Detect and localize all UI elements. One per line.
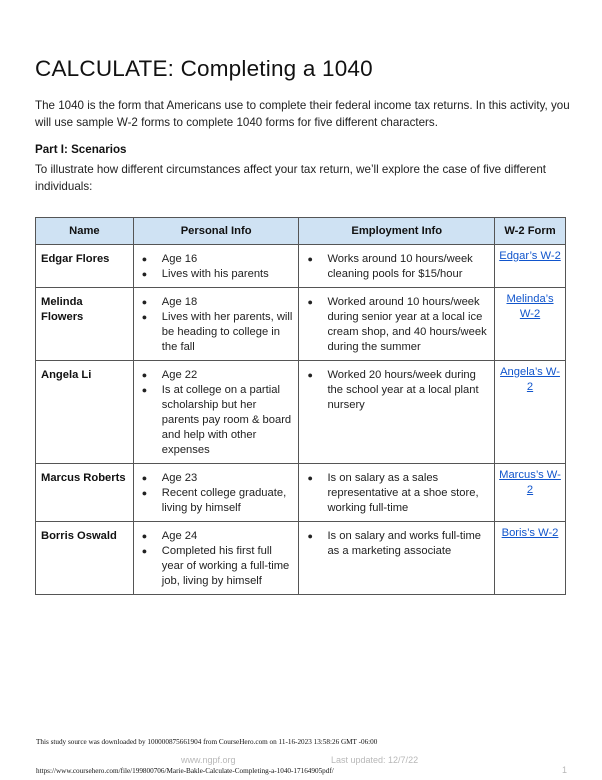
- section-heading: Part I: Scenarios: [35, 143, 127, 156]
- table-row: [36, 361, 566, 464]
- table-row: [36, 288, 566, 361]
- list-item: ● Recent college graduate, living by himself: [138, 486, 295, 516]
- list-item: ● Lives with her parents, will be heading to college in the fall: [138, 310, 295, 355]
- list-item: ● Age 18: [138, 295, 295, 310]
- header-name: Name: [36, 218, 134, 245]
- list-item: ● Is on salary as a sales representative at a shoe store, working full-time: [303, 471, 490, 516]
- w2-form-cell: [495, 522, 566, 595]
- list-item: ● Worked 20 hours/week during the school year at a local plant nursery: [303, 368, 490, 413]
- section-description: To illustrate how different circumstances affect your tax return, we’ll explore the case of five different individuals:: [35, 163, 547, 193]
- employment-info-cell: [299, 245, 495, 288]
- employment-info-cell: [299, 464, 495, 522]
- list-item: ● Worked around 10 hours/week during senior year at a local ice cream shop, and 40 hours/week during the summer: [303, 295, 490, 355]
- footer-website: www.ngpf.org: [181, 755, 236, 765]
- w2-link-angela[interactable]: Angela’s W-2: [500, 366, 560, 393]
- w2-form-cell: [495, 464, 566, 522]
- personal-info-cell: [133, 361, 299, 464]
- header-w2-form: W-2 Form: [495, 218, 566, 245]
- scenarios-table: [35, 217, 566, 595]
- table-row: [36, 522, 566, 595]
- w2-link-boris[interactable]: Boris’s W-2: [501, 527, 559, 539]
- list-item: ● Age 23: [138, 471, 295, 486]
- w2-form-cell: [495, 245, 566, 288]
- list-item: ● Lives with his parents: [138, 267, 295, 282]
- intro-paragraph: The 1040 is the form that Americans use to complete their federal income tax returns. In this activity, you will use sample W-2 forms to complete 1040 forms for five different characters.: [35, 99, 570, 129]
- personal-info-cell: [133, 288, 299, 361]
- personal-info-cell: [133, 464, 299, 522]
- list-item: ● Is at college on a partial scholarship but her parents pay room & board and help with other expenses: [138, 383, 295, 458]
- name-cell: Borris Oswald: [36, 522, 134, 595]
- name-cell: Melinda Flowers: [36, 288, 134, 361]
- personal-info-cell: [133, 245, 299, 288]
- header-personal-info: Personal Info: [133, 218, 299, 245]
- table-header-row: [36, 218, 566, 245]
- table-row: [36, 464, 566, 522]
- page-title: CALCULATE: Completing a 1040: [35, 56, 373, 81]
- name-cell: Marcus Roberts: [36, 464, 134, 522]
- name-cell: Angela Li: [36, 361, 134, 464]
- w2-link-melinda[interactable]: Melinda’s W-2: [506, 293, 554, 320]
- table-row: [36, 245, 566, 288]
- employment-info-cell: [299, 288, 495, 361]
- w2-form-cell: [495, 361, 566, 464]
- source-url: https://www.coursehero.com/file/199800706/Marie-Bakle-Calculate-Completing-a-1040-17164905pdf/: [36, 767, 334, 775]
- list-item: ● Completed his first full year of working a full-time job, living by himself: [138, 544, 295, 589]
- employment-info-cell: [299, 522, 495, 595]
- header-employment-info: Employment Info: [299, 218, 495, 245]
- list-item: ● Age 24: [138, 529, 295, 544]
- employment-info-cell: [299, 361, 495, 464]
- personal-info-cell: [133, 522, 299, 595]
- w2-link-edgar[interactable]: Edgar’s W-2: [499, 250, 561, 262]
- list-item: ● Works around 10 hours/week cleaning pools for $15/hour: [303, 252, 490, 282]
- page-number: 1: [562, 765, 568, 775]
- list-item: ● Is on salary and works full-time as a marketing associate: [303, 529, 490, 559]
- study-source-notice: This study source was downloaded by 100000875661904 from CourseHero.com on 11-16-2023 13:58:26 GMT -06:00: [36, 738, 378, 746]
- list-item: ● Age 22: [138, 368, 295, 383]
- w2-form-cell: [495, 288, 566, 361]
- list-item: ● Age 16: [138, 252, 295, 267]
- footer-last-updated: Last updated: 12/7/22: [331, 755, 419, 765]
- name-cell: Edgar Flores: [36, 245, 134, 288]
- w2-link-marcus[interactable]: Marcus’s W-2: [499, 469, 561, 496]
